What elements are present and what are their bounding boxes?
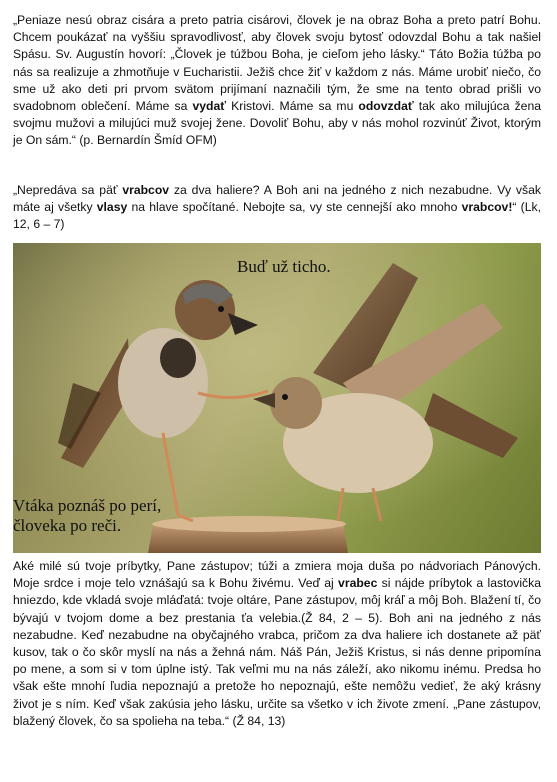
- left-sparrow-body: [118, 328, 208, 438]
- paragraph3-bold-vrabec: vrabec: [338, 576, 378, 591]
- paragraph1-bold-odovzdat: odovzdať: [358, 99, 414, 114]
- sparrows-photo: [13, 243, 541, 553]
- photo-caption-bottom-line1: Vtáka poznáš po perí,: [13, 496, 162, 515]
- paragraph1-text-3: tak ako milujúca žena svojmu mužovi a milujúci muž svojej žene. Dovoliť Bohu, aby v nás mohol rozvinúť Život, ktorým je On sám.“ (p. Bernardín Šmíd OFM): [13, 99, 541, 148]
- perch-top: [152, 516, 346, 532]
- paragraph1-bold-vydat: vydať: [192, 99, 227, 114]
- paragraph1-text-1: „Peniaze nesú obraz cisára a preto patria cisárovi, človek je na obraz Boha a preto patrí Bohu. Chcem poukázať na vyššiu spravodlivosť, aby človek svoju bytosť odovzdal Bohu a tak našiel Spásu. Sv. Augustín hovorí: „Človek je túžbou Boha, je cieľom jeho lásky.“ Táto Božia túžba po nás sa realizuje a zhmotňuje v Eucharistii. Ježiš chce žiť v každom z nás. Máme urobiť niečo, čo sme už ako deti pri prvom svätom prijímaní naznačili tým, že sme na tento obrad prišli vo svadobnom oblečení. Máme sa: [13, 13, 541, 114]
- paragraph3-text-2: si nájde príbytok a lastovička hniezdo, kde vkladá svoje mláďatá: tvoje oltáre, Pane zástupov, môj kráľ a môj Boh. Blažení tí, čo bývajú v tvojom dome a bez prestania ťa velebia.(Ž 84, 2 – 5). Boh ani na jedného z nás nezabudne. Keď nezabudne na obyčajného vrabca, pričom za dva haliere ich dostanete až päť kusov, tak o čo skôr myslí na nás a žehná nám. Náš Pán, Ježiš Kristus, si nás denne pripomína po mene, a som si v tom úplne istý. Tak veľmi mu na nás záleží, ako nikomu inému. Predsa ho však ešte mnohí ľudia nepoznajú a pretože ho nepoznajú, ešte nemôžu vedieť, že aký krásny život je s ním. Keď však zakúsia jeho lásku, určite sa všetko v ich živote zmení. „Pane zástupov, blažený človek, čo sa spolieha na teba.“ (Ž 84, 13): [13, 576, 542, 728]
- right-sparrow-eye: [282, 394, 288, 400]
- right-sparrow-head: [270, 377, 322, 429]
- left-sparrow-eye: [218, 306, 224, 312]
- quote-paragraph-smid: [13, 12, 541, 150]
- quote-paragraph-luke: [13, 182, 541, 234]
- photo-caption-bottom-line2: človeka po reči.: [13, 516, 122, 535]
- paragraph2-text-2: za dva haliere? A Boh ani na jedného z nich nezabudne. Vy však máte aj všetky: [13, 183, 541, 215]
- paragraph2-text-1: „Nepredáva sa päť: [13, 183, 123, 197]
- photo-caption-bottom: [13, 496, 161, 536]
- left-sparrow-bib: [160, 338, 196, 378]
- photo-caption-top: Buď už ticho.: [237, 257, 331, 276]
- paragraph1-text-2: Kristovi. Máme sa mu: [226, 99, 359, 114]
- psalm-paragraph: [13, 558, 541, 730]
- paragraph2-text-3: na hlave spočítané. Nebojte sa, vy ste cennejší ako mnoho: [127, 200, 462, 215]
- paragraph2-text-4: “ (Lk, 12, 6 – 7): [13, 200, 541, 232]
- paragraph2-bold-vrabcov: vrabcov: [122, 183, 170, 197]
- paragraph2-bold-vlasy: vlasy: [96, 200, 128, 215]
- paragraph3-text-1: Aké milé sú tvoje príbytky, Pane zástupov; túži a zmiera moja duša po nádvoriach Pánových. Moje srdce i moje telo vznášajú sa k Bohu živému. Veď aj: [13, 559, 541, 591]
- paragraph2-bold-vrabcov-end: vrabcov!: [461, 200, 513, 215]
